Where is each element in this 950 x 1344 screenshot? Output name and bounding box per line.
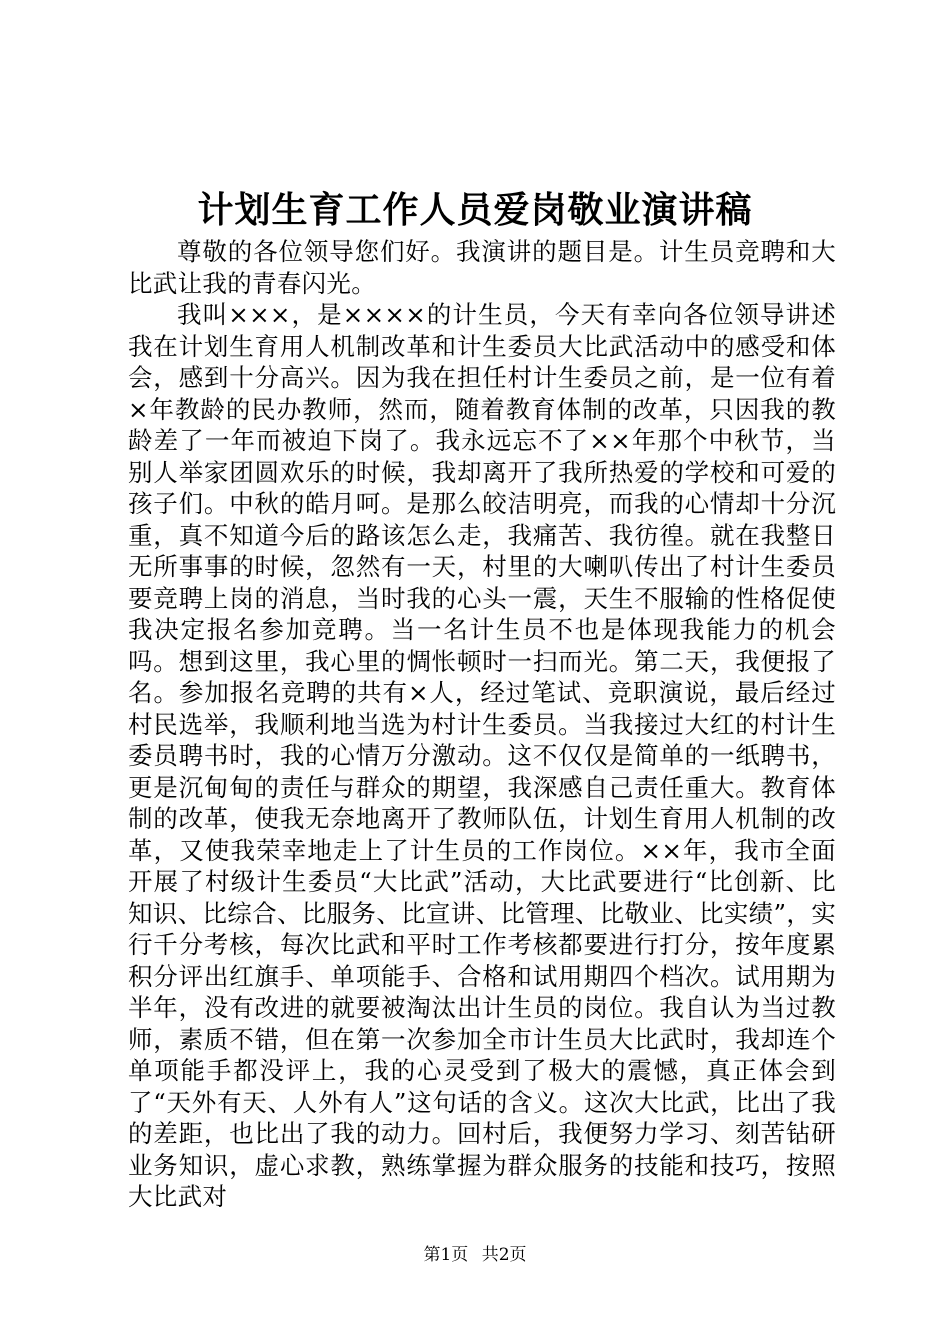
document-title: 计划生育工作人员爱岗敬业演讲稿 — [197, 189, 753, 231]
paragraph-intro: 尊敬的各位领导您们好。我演讲的题目是。计生员竞聘和大比武让我的青春闪光。 — [128, 237, 836, 298]
page-number-current: 第1页 — [423, 1245, 469, 1265]
paragraph-main: 我叫×××，是××××的计生员，今天有幸向各位领导讲述我在计划生育用人机制改革和计生委员大比武活动中的感受和体会，感到十分高兴。因为我在担任村计生委员之前，是一位有着×年教龄的民办教师，然而，随着教育体制的改革，只因我的教龄差了一年而被迫下岗了。我永远忘不了××年那个中秋节，当别人举家团圆欢乐的时候，我却离开了我所热爱的学校和可爱的孩子们。中秋的皓月呵。是那么皎洁明亮，而我的心情却十分沉重，真不知道今后的路该怎么走，我痛苦、我彷徨。就在我整日无所事事的时候，忽然有一天，村里的大喇叭传出了村计生委员要竞聘上岗的消息，当时我的心头一震，天生不服输的性格促使我决定报名参加竞聘。当一名计生员不也是体现我能力的机会吗。想到这里，我心里的惆怅顿时一扫而光。第二天，我便报了名。参加报名竞聘的共有×人，经过笔试、竞职演说，最后经过村民选举，我顺利地当选为村计生委员。当我接过大红的村计生委员聘书时，我的心情万分激动。这不仅仅是简单的一纸聘书，更是沉甸甸的责任与群众的期望，我深感自己责任重大。教育体制的改革，使我无奈地离开了教师队伍，计划生育用人机制的改革，又使我荣幸地走上了计生员的工作岗位。××年，我市全面开展了村级计生委员“大比武”活动，大比武要进行“比创新、比知识、比综合、比服务、比宣讲、比管理、比敬业、比实绩”，实行千分考核，每次比武和平时工作考核都要进行打分，按年度累积分评出红旗手、单项能手、合格和试用期四个档次。试用期为半年，没有改进的就要被淘汰出计生员的岗位。我自认为当过教师，素质不错，但在第一次参加全市计生员大比武时，我却连个单项能手都没评上，我的心灵受到了极大的震憾，真正体会到了“天外有天、人外有人”这句话的含义。这次大比武，比出了我的差距，也比出了我的动力。回村后，我便努力学习、刻苦钻研业务知识，虚心求教，熟练掌握为群众服务的技能和技巧，按照大比武对 — [128, 300, 836, 1211]
page-footer — [0, 1244, 950, 1266]
document-body — [128, 236, 836, 1213]
page-number-total: 共2页 — [481, 1245, 527, 1265]
